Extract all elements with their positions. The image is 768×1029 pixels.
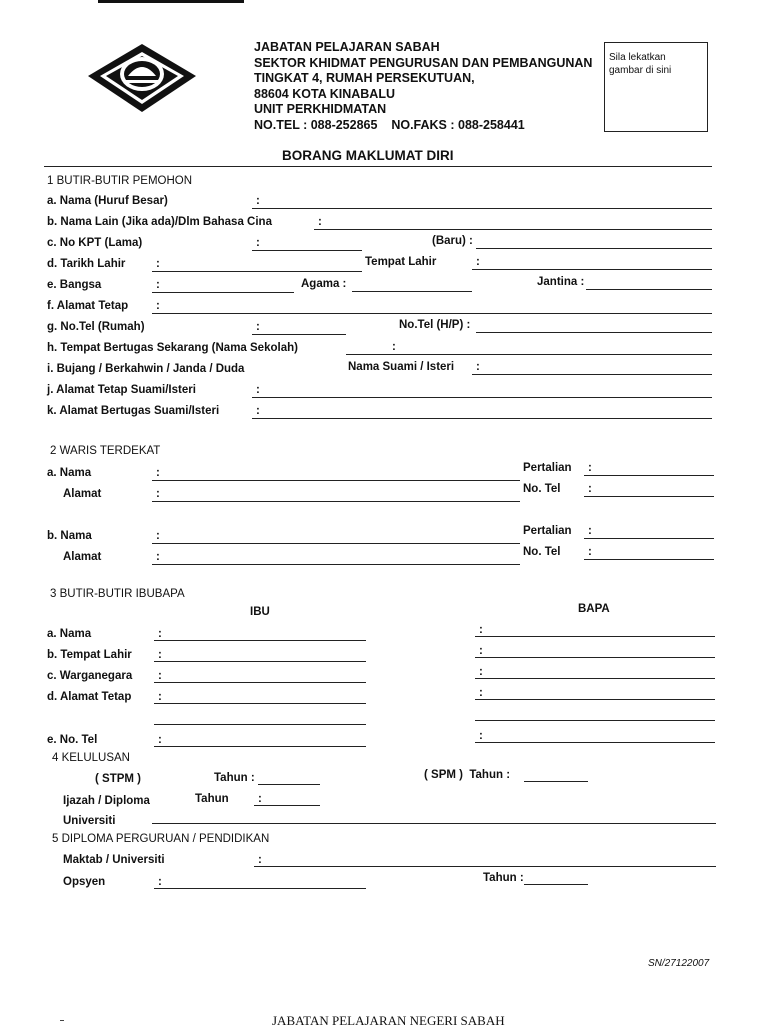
- colon: :: [588, 462, 592, 474]
- field-jantina[interactable]: [586, 289, 712, 290]
- field-kpt-baru[interactable]: [476, 248, 712, 249]
- label-waris-a-notel: No. Tel: [523, 483, 561, 495]
- colon: :: [156, 279, 160, 291]
- label-maktab: Maktab / Universiti: [63, 854, 165, 866]
- colon: :: [156, 551, 160, 563]
- colon: :: [156, 258, 160, 270]
- field-tarikh-lahir[interactable]: [152, 271, 362, 272]
- label-ijazah-tahun: Tahun: [195, 793, 229, 805]
- label-diploma-tahun: Tahun :: [483, 872, 524, 884]
- label-tempat-bertugas: h. Tempat Bertugas Sekarang (Nama Sekolah): [47, 342, 298, 354]
- field-tempat-bertugas[interactable]: [346, 354, 712, 355]
- colon: :: [479, 666, 483, 678]
- field-stpm-tahun[interactable]: [258, 784, 320, 785]
- field-kpt-lama[interactable]: [252, 250, 362, 251]
- field-opsyen[interactable]: [154, 888, 366, 889]
- colon: :: [158, 670, 162, 682]
- section4-title: 4 KELULUSAN: [52, 752, 130, 764]
- field-ibu-alamat-1[interactable]: [154, 703, 366, 704]
- header-line-6: NO.TEL : 088-252865 NO.FAKS : 088-258441: [254, 117, 525, 132]
- label-spm-tahun: ( SPM ) Tahun :: [424, 769, 511, 781]
- photo-box-text-2: gambar di sini: [609, 65, 672, 76]
- colon: :: [476, 361, 480, 373]
- label-tel-hp: No.Tel (H/P) :: [399, 319, 471, 331]
- colon: :: [256, 195, 260, 207]
- field-alamat-suami[interactable]: [252, 397, 712, 398]
- field-ibu-notel[interactable]: [154, 746, 366, 747]
- label-kpt-baru: (Baru) :: [432, 235, 473, 247]
- label-ibubapa-nama: a. Nama: [47, 628, 92, 640]
- colon: :: [588, 546, 592, 558]
- label-nama-lain: b. Nama Lain (Jika ada)/Dlm Bahasa Cina: [47, 216, 272, 228]
- field-agama[interactable]: [352, 291, 472, 292]
- field-ibu-nama[interactable]: [154, 640, 366, 641]
- label-stpm-tahun: Tahun :: [214, 772, 255, 784]
- colon: :: [256, 405, 260, 417]
- field-spm-tahun[interactable]: [524, 781, 588, 782]
- field-ijazah-tahun[interactable]: [254, 805, 320, 806]
- label-alamat-suami: j. Alamat Tetap Suami/Isteri: [47, 384, 196, 396]
- label-waris-b-alamat: Alamat: [63, 551, 102, 563]
- field-nama-lain[interactable]: [314, 229, 712, 230]
- colon: :: [156, 300, 160, 312]
- label-tarikh-lahir: d. Tarikh Lahir: [47, 258, 126, 270]
- label-nama-suami-isteri: Nama Suami / Isteri: [348, 361, 455, 373]
- field-bapa-nama[interactable]: [475, 636, 715, 637]
- field-waris-b-notel[interactable]: [584, 559, 714, 560]
- header-line-2: SEKTOR KHIDMAT PENGURUSAN DAN PEMBANGUNAN: [254, 55, 593, 70]
- label-kpt-lama: c. No KPT (Lama): [47, 237, 143, 249]
- colon: :: [156, 467, 160, 479]
- label-waris-a-alamat: Alamat: [63, 488, 102, 500]
- colon: :: [156, 488, 160, 500]
- section5-title: 5 DIPLOMA PERGURUAN / PENDIDIKAN: [52, 833, 270, 845]
- label-bangsa: e. Bangsa: [47, 279, 102, 291]
- colon: :: [256, 321, 260, 333]
- footer-dot-mark: [60, 1020, 64, 1021]
- footer-text: JABATAN PELAJARAN NEGERI SABAH: [272, 1013, 505, 1028]
- label-tel-rumah: g. No.Tel (Rumah): [47, 321, 145, 333]
- label-tempat-lahir: Tempat Lahir: [365, 256, 437, 268]
- label-ibubapa-warganegara: c. Warganegara: [47, 670, 133, 682]
- label-universiti: Universiti: [63, 815, 116, 827]
- colon: :: [476, 256, 480, 268]
- field-bapa-tempat-lahir[interactable]: [475, 657, 715, 658]
- colon: :: [158, 691, 162, 703]
- photo-box[interactable]: [604, 42, 708, 132]
- label-waris-a-nama: a. Nama: [47, 467, 92, 479]
- header-line-5: UNIT PERKHIDMATAN: [254, 102, 387, 116]
- field-diploma-tahun[interactable]: [524, 884, 588, 885]
- crest-logo: [86, 40, 198, 116]
- colon: :: [158, 649, 162, 661]
- colon: :: [318, 216, 322, 228]
- form-code: SN/27122007: [648, 958, 710, 969]
- field-bapa-alamat-1[interactable]: [475, 699, 715, 700]
- label-waris-b-notel: No. Tel: [523, 546, 561, 558]
- field-alamat-tetap[interactable]: [152, 313, 712, 314]
- field-nama[interactable]: [252, 208, 712, 209]
- field-waris-a-notel[interactable]: [584, 496, 714, 497]
- section1-title: 1 BUTIR-BUTIR PEMOHON: [47, 175, 193, 187]
- top-edge-bar: [98, 0, 244, 3]
- label-ibubapa-notel: e. No. Tel: [47, 734, 98, 746]
- label-alamat-tetap: f. Alamat Tetap: [47, 300, 129, 312]
- field-ibu-alamat-2[interactable]: [154, 724, 366, 725]
- colon: :: [588, 525, 592, 537]
- colon: :: [258, 793, 262, 805]
- label-ijazah-diploma: Ijazah / Diploma: [63, 795, 150, 807]
- title-rule: [44, 166, 712, 167]
- label-opsyen: Opsyen: [63, 876, 106, 888]
- field-waris-a-nama[interactable]: [152, 480, 520, 481]
- field-waris-b-pertalian[interactable]: [584, 538, 714, 539]
- field-universiti[interactable]: [152, 823, 716, 824]
- label-jantina: Jantina :: [537, 276, 585, 288]
- colon: :: [158, 734, 162, 746]
- field-tel-rumah[interactable]: [252, 334, 346, 335]
- colon: :: [479, 624, 483, 636]
- field-ibu-tempat-lahir[interactable]: [154, 661, 366, 662]
- field-bangsa[interactable]: [152, 292, 294, 293]
- colon: :: [256, 384, 260, 396]
- section2-title: 2 WARIS TERDEKAT: [50, 445, 161, 457]
- field-alamat-bertugas-suami[interactable]: [252, 418, 712, 419]
- colon: :: [256, 237, 260, 249]
- colon: :: [158, 876, 162, 888]
- colon: :: [588, 483, 592, 495]
- field-bapa-notel[interactable]: [475, 742, 715, 743]
- section3-title: 3 BUTIR-BUTIR IBUBAPA: [50, 588, 185, 600]
- header-line-4: 88604 KOTA KINABALU: [254, 86, 395, 101]
- form-title: BORANG MAKLUMAT DIRI: [282, 148, 454, 163]
- field-waris-a-alamat[interactable]: [152, 501, 520, 502]
- header-block: [254, 40, 592, 133]
- label-ibubapa-tempat-lahir: b. Tempat Lahir: [47, 649, 132, 661]
- label-nama: a. Nama (Huruf Besar): [47, 195, 168, 207]
- label-stpm: ( STPM ): [95, 773, 141, 785]
- field-waris-b-nama[interactable]: [152, 543, 520, 544]
- label-agama: Agama :: [301, 278, 347, 290]
- field-tel-hp[interactable]: [476, 332, 712, 333]
- label-ibu: IBU: [250, 606, 270, 618]
- field-tempat-lahir[interactable]: [472, 269, 712, 270]
- field-waris-b-alamat[interactable]: [152, 564, 520, 565]
- label-bapa: BAPA: [578, 603, 610, 615]
- colon: :: [258, 854, 262, 866]
- colon: :: [479, 730, 483, 742]
- field-bapa-warganegara[interactable]: [475, 678, 715, 679]
- label-status-kahwin: i. Bujang / Berkahwin / Janda / Duda: [47, 363, 245, 375]
- field-nama-suami-isteri[interactable]: [472, 374, 712, 375]
- colon: :: [479, 645, 483, 657]
- photo-box-text-1: Sila lekatkan: [609, 52, 666, 63]
- colon: :: [158, 628, 162, 640]
- label-waris-b-nama: b. Nama: [47, 530, 92, 542]
- label-waris-a-pertalian: Pertalian: [523, 462, 572, 474]
- label-waris-b-pertalian: Pertalian: [523, 525, 572, 537]
- header-line-1: JABATAN PELAJARAN SABAH: [254, 40, 440, 54]
- field-bapa-alamat-2[interactable]: [475, 720, 715, 721]
- field-waris-a-pertalian[interactable]: [584, 475, 714, 476]
- field-maktab[interactable]: [254, 866, 716, 867]
- colon: :: [392, 341, 396, 353]
- header-line-3: TINGKAT 4, RUMAH PERSEKUTUAN,: [254, 71, 475, 85]
- label-ibubapa-alamat: d. Alamat Tetap: [47, 691, 132, 703]
- field-ibu-warganegara[interactable]: [154, 682, 366, 683]
- colon: :: [479, 687, 483, 699]
- colon: :: [156, 530, 160, 542]
- label-alamat-bertugas-suami: k. Alamat Bertugas Suami/Isteri: [47, 405, 220, 417]
